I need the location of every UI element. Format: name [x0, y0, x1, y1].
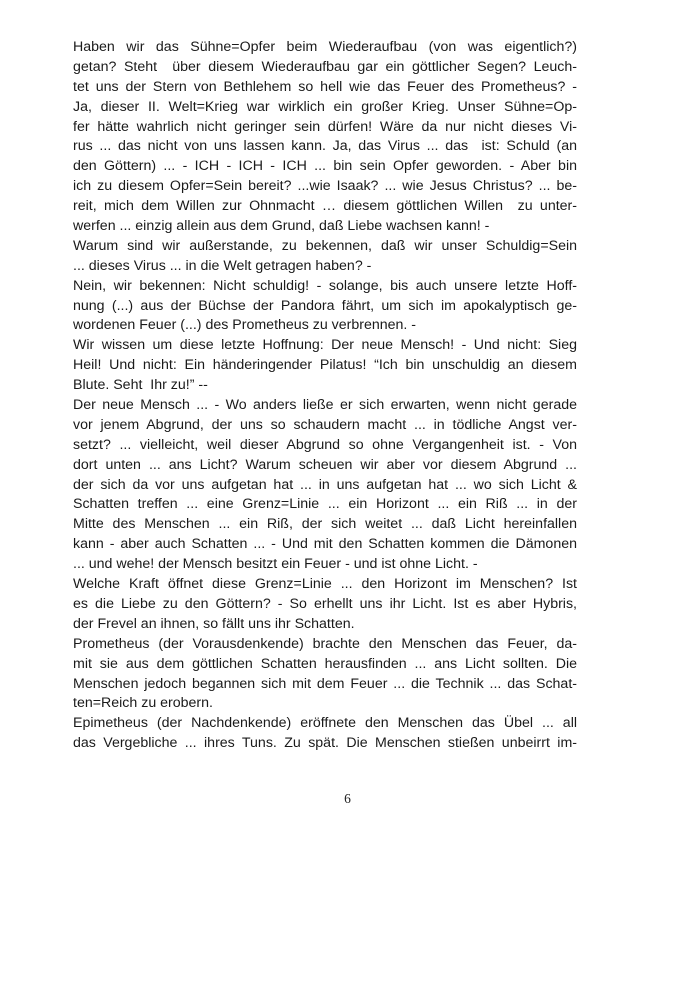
- text-line: ten=Reich zu erobern.: [73, 695, 213, 712]
- text-line: Haben wir das Sühne=Opfer beim Wiederaufbau (von was eigentlich?): [73, 39, 577, 55]
- text-line: setzt? ... vielleicht, weil dieser Abgrund so ohne Vergangenheit ist. - Von: [73, 436, 577, 453]
- paragraph: [73, 277, 577, 337]
- text-line: rus ... das nicht von uns lassen kann. Ja, das Virus ... das ist: Schuld (an: [73, 138, 577, 155]
- paragraph: [73, 38, 577, 237]
- paragraph: [73, 336, 577, 396]
- text-line: reit, mich dem Willen zur Ohnmacht … diesem göttlichen Willen zu unter-: [73, 198, 577, 215]
- text-line: es die Liebe zu den Göttern? - So erhellt uns ihr Licht. Ist es aber Hybris,: [73, 595, 577, 612]
- text-line: Ja, dieser II. Welt=Krieg war wirklich ein großer Krieg. Unser Sühne=Op-: [73, 98, 577, 115]
- text-line: Schatten treffen ... eine Grenz=Linie ... ein Horizont ... ein Riß ... in der: [73, 496, 577, 513]
- text-line: ... dieses Virus ... in die Welt getragen haben? -: [73, 257, 372, 274]
- text-line: den Göttern) ... - ICH - ICH - ICH ... bin sein Opfer geworden. - Aber bin: [73, 158, 577, 175]
- paragraph: [73, 396, 577, 575]
- text-line: Wir wissen um diese letzte Hoffnung: Der neue Mensch! - Und nicht: Sieg: [73, 337, 577, 354]
- paragraph: [73, 237, 577, 277]
- text-line: Mitte des Menschen ... ein Riß, der sich weitet ... daß Licht hereinfallen: [73, 516, 577, 533]
- text-line: Menschen jedoch begannen sich mit dem Feuer ... die Technik ... das Schat-: [73, 675, 577, 692]
- text-line: Blute. Seht Ihr zu!” --: [73, 377, 208, 394]
- text-line: werfen ... einzig allein aus dem Grund, daß Liebe wachsen kann! -: [73, 218, 490, 235]
- text-line: der sich da vor uns aufgetan hat ... in uns aufgetan hat ... wo sich Licht &: [73, 476, 577, 493]
- text-line: mit sie aus dem göttlichen Schatten herausfinden ... ans Licht sollten. Die: [73, 655, 577, 672]
- text-line: ich zu diesem Opfer=Sein bereit? ...wie Isaak? ... wie Jesus Christus? ... be-: [73, 178, 577, 195]
- paragraph: [73, 714, 577, 754]
- page-number: 6: [344, 791, 351, 806]
- text-line: nung (...) aus der Büchse der Pandora fährt, um sich im apokalyptisch ge-: [73, 297, 577, 314]
- text-line: fer hätte wahrlich nicht geringer sein dürfen! Wäre da nur nicht dieses Vi-: [73, 118, 577, 135]
- text-line: wordenen Feuer (...) des Prometheus zu verbrennen. -: [73, 317, 417, 334]
- text-line: Welche Kraft öffnet diese Grenz=Linie ... den Horizont im Menschen? Ist: [73, 576, 577, 593]
- paragraph: [73, 575, 577, 635]
- text-line: tet uns der Stern von Bethlehem so hell wie das Feuer des Prometheus? -: [73, 78, 577, 95]
- text-line: ... und wehe! der Mensch besitzt ein Feuer - und ist ohne Licht. -: [73, 556, 478, 573]
- text-line: Nein, wir bekennen: Nicht schuldig! - solange, bis auch unsere letzte Hoff-: [73, 277, 577, 294]
- text-line: der Frevel an ihnen, so fällt uns ihr Schatten.: [73, 615, 355, 632]
- text-line: Epimetheus (der Nachdenkende) eröffnete den Menschen das Übel ... all: [73, 715, 577, 732]
- text-line: das Vergebliche ... ihres Tuns. Zu spät. Die Menschen stießen unbeirrt im-: [73, 735, 577, 752]
- text-line: vor jenem Abgrund, der uns so schaudern macht ... in tödliche Angst ver-: [73, 416, 577, 433]
- body-text: [73, 38, 577, 754]
- text-line: kann - aber auch Schatten ... - Und mit den Schatten kommen die Dämonen: [73, 536, 577, 553]
- text-line: Prometheus (der Vorausdenkende) brachte den Menschen das Feuer, da-: [73, 635, 577, 652]
- text-line: Warum sind wir außerstande, zu bekennen, daß wir unser Schuldig=Sein: [73, 237, 577, 254]
- paragraph: [73, 635, 577, 715]
- text-line: getan? Steht über diesem Wiederaufbau gar ein göttlicher Segen? Leuch-: [73, 58, 577, 75]
- text-line: dort unten ... ans Licht? Warum scheuen wir aber vor diesem Abgrund ...: [73, 456, 577, 473]
- text-line: Heil! Und nicht: Ein händeringender Pilatus! “Ich bin unschuldig an diesem: [73, 357, 577, 374]
- text-line: Der neue Mensch ... - Wo anders ließe er sich erwarten, wenn nicht gerade: [73, 397, 577, 414]
